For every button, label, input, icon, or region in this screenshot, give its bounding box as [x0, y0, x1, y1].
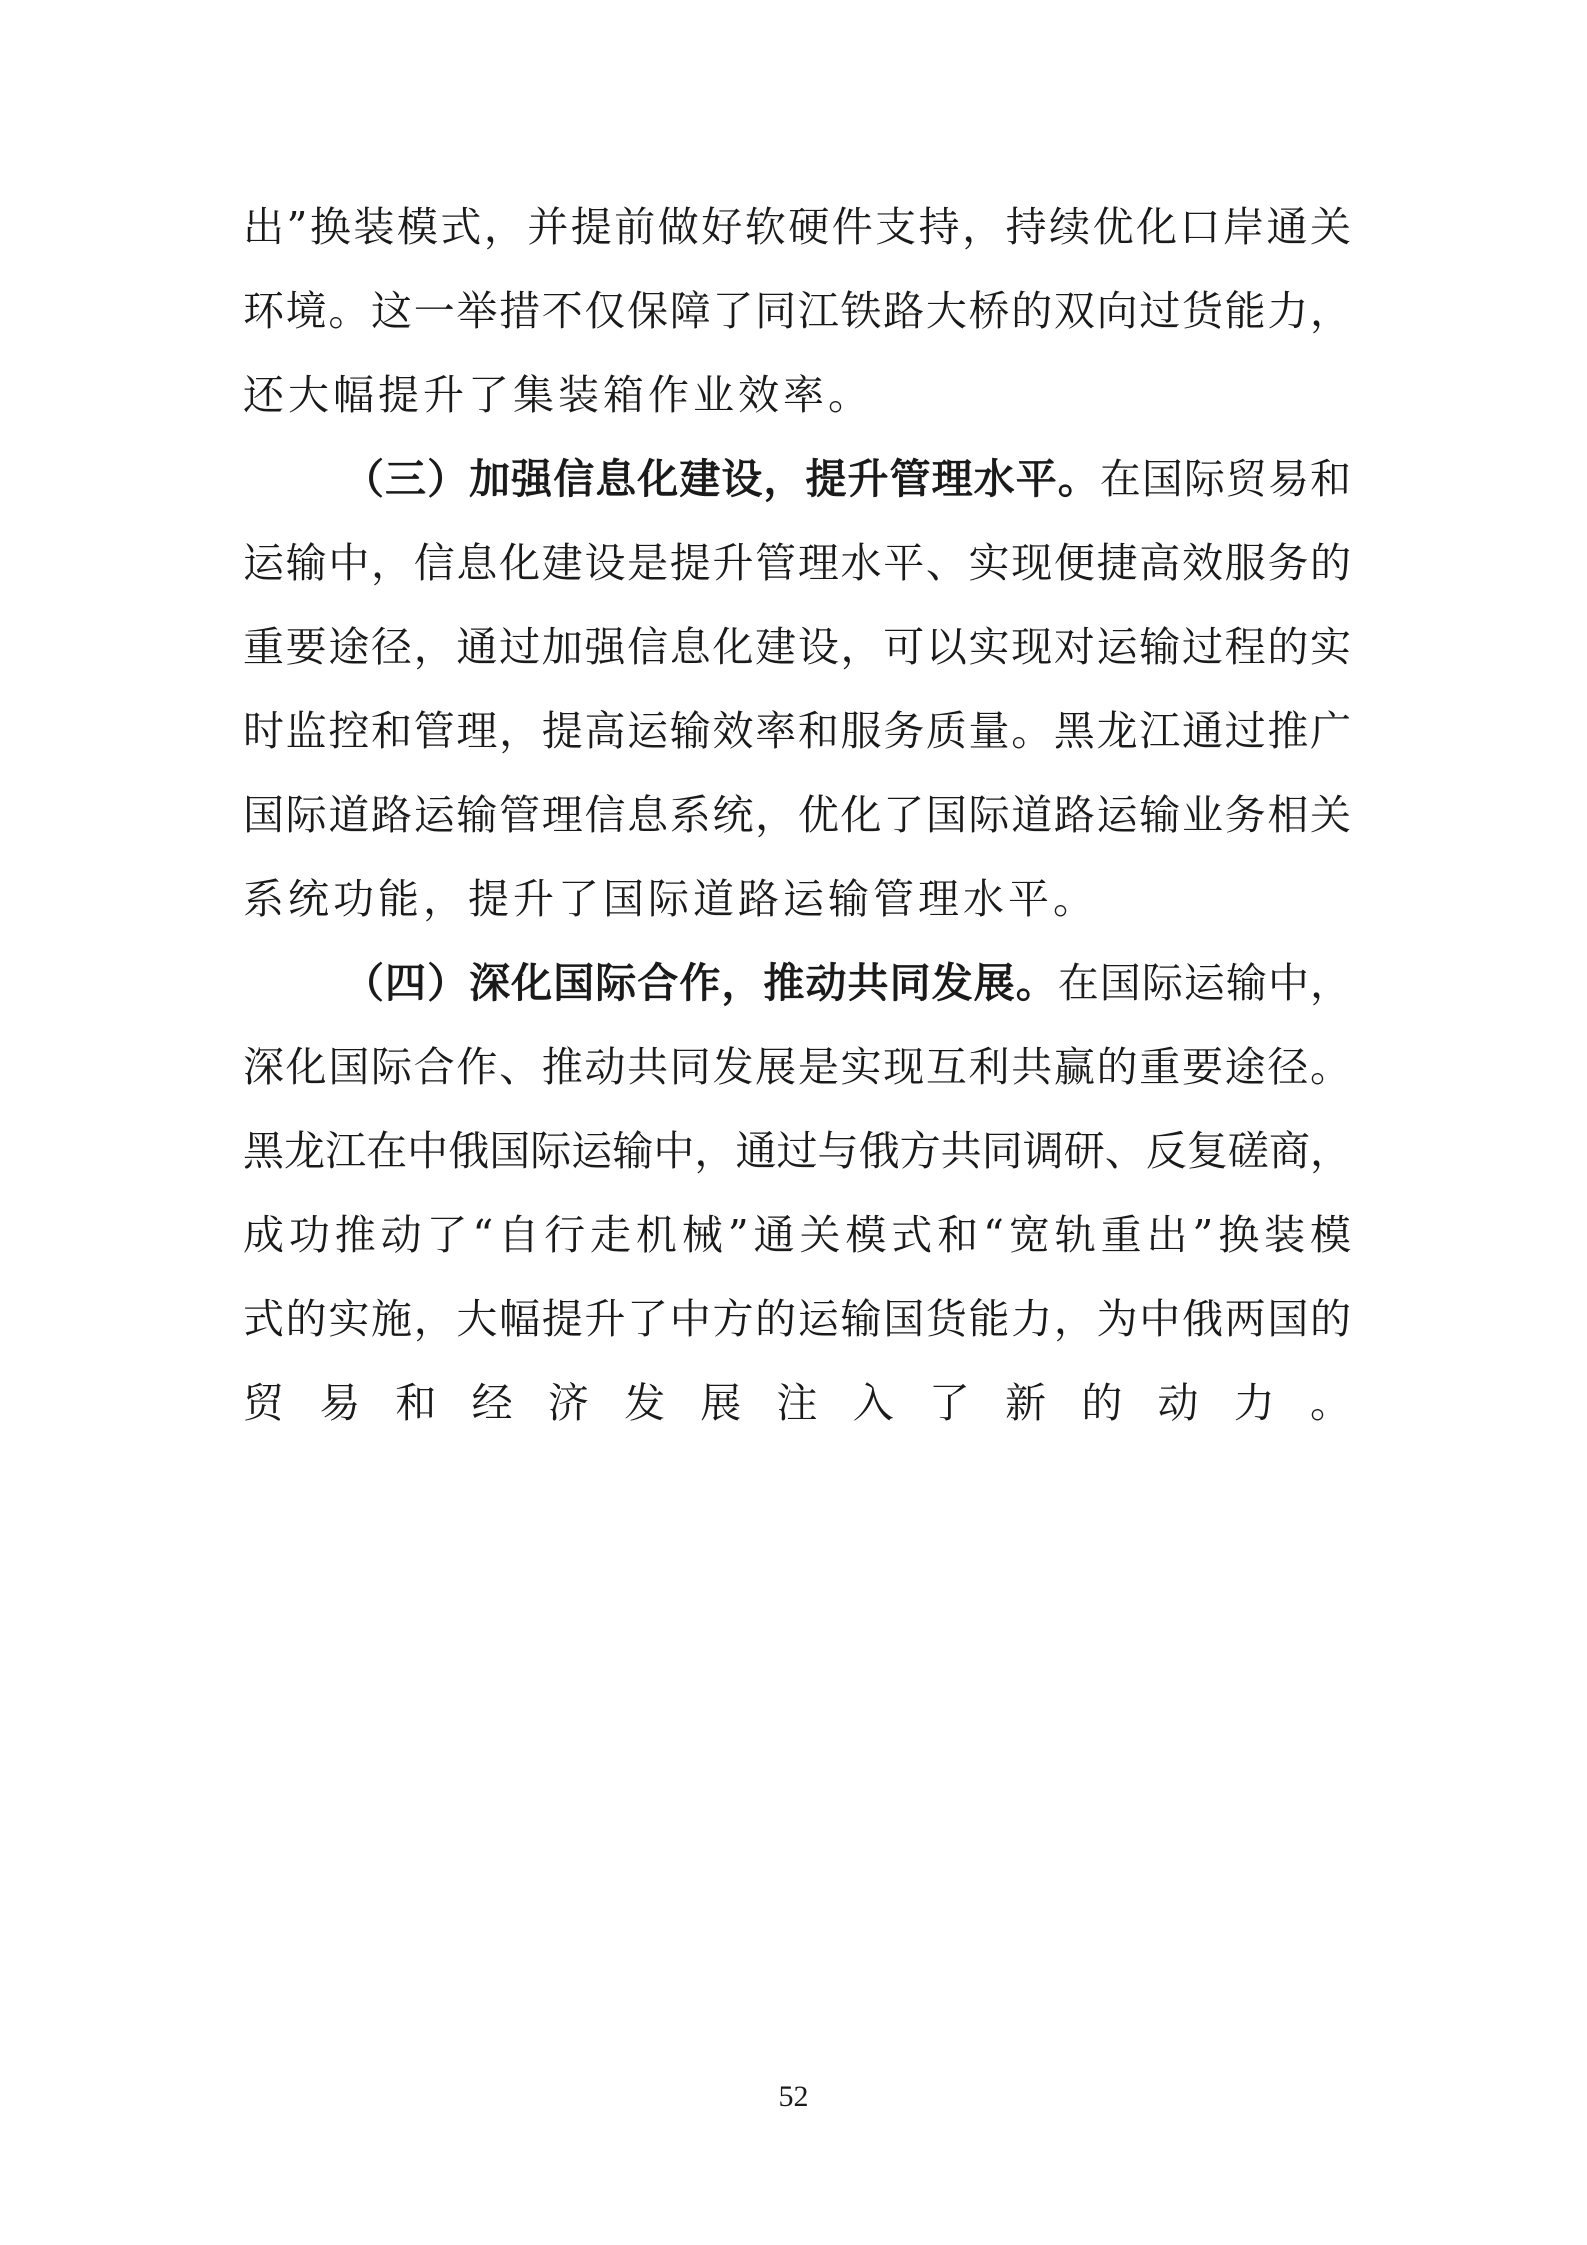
paragraph-line: 环境。这一举措不仅保障了同江铁路大桥的双向过货能力，	[243, 287, 1351, 335]
page-number: 52	[778, 2080, 809, 2113]
paragraph-line: 出”换装模式，并提前做好软硬件支持，持续优化口岸通关	[243, 203, 1351, 251]
paragraph-heading-line	[243, 941, 1351, 1025]
paragraph-line: 黑龙江在中俄国际运输中，通过与俄方共同调研、反复磋商，	[243, 1127, 1351, 1175]
paragraph-line: 还大幅提升了集装箱作业效率。	[243, 371, 873, 419]
paragraph-line: 贸 易 和 经 济 发 展 注 入 了 新 的 动 力 。	[243, 1379, 1351, 1427]
paragraph-text: 在国际贸易和	[1099, 455, 1351, 503]
paragraph-line: 运输中，信息化建设是提升管理水平、实现便捷高效服务的	[243, 539, 1351, 587]
paragraph-line: 时监控和管理，提高运输效率和服务质量。黑龙江通过推广	[243, 707, 1351, 755]
body-text	[243, 185, 1351, 1445]
paragraph-line: 重要途径，通过加强信息化建设，可以实现对运输过程的实	[243, 623, 1351, 671]
section-heading: （三）加强信息化建设，提升管理水平。	[343, 455, 1100, 503]
paragraph-line: 深化国际合作、推动共同发展是实现互利共赢的重要途径。	[243, 1043, 1351, 1091]
paragraph-text: 在国际运输中，	[1057, 959, 1351, 1007]
paragraph-line: 国际道路运输管理信息系统，优化了国际道路运输业务相关	[243, 791, 1351, 839]
paragraph-line: 成功推动了“自行走机械”通关模式和“宽轨重出”换装模	[243, 1211, 1351, 1259]
paragraph-line: 式的实施，大幅提升了中方的运输国货能力，为中俄两国的	[243, 1295, 1351, 1343]
paragraph-line: 系统功能，提升了国际道路运输管理水平。	[243, 875, 1098, 923]
paragraph-heading-line	[243, 437, 1351, 521]
section-heading: （四）深化国际合作，推动共同发展。	[343, 959, 1058, 1007]
